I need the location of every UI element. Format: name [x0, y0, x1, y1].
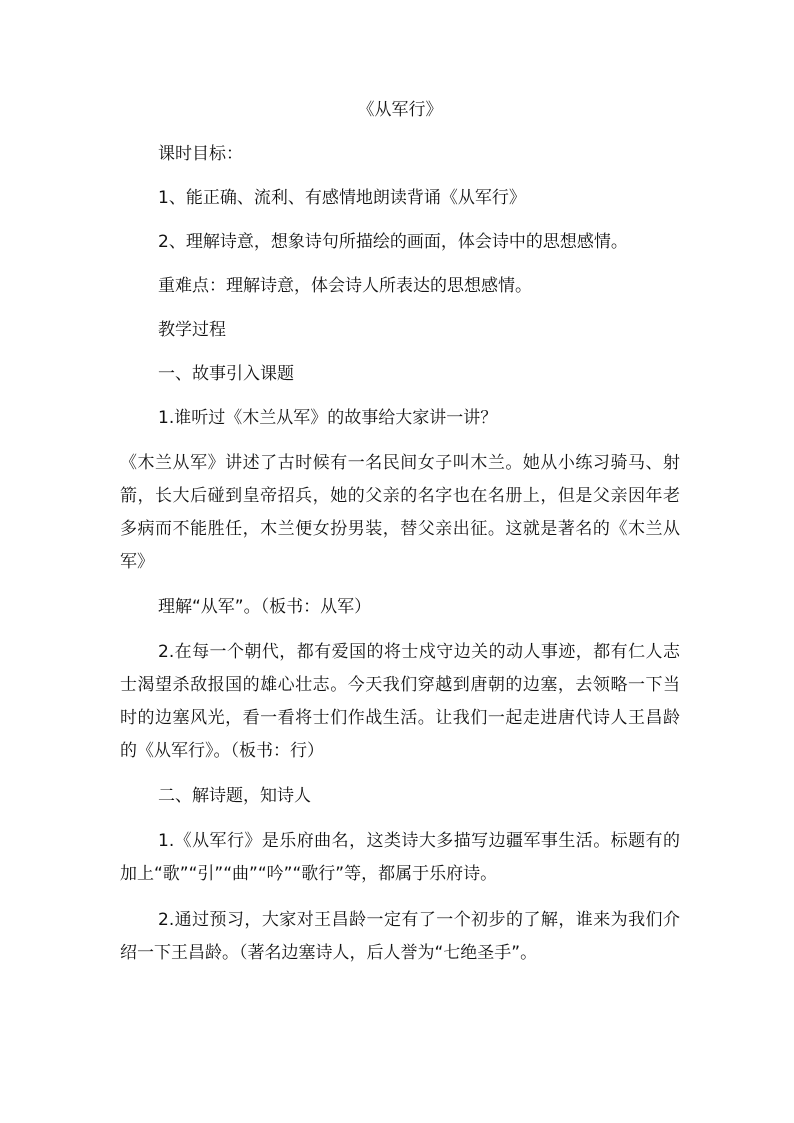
section-1-heading: 一、故事引入课题 — [158, 364, 294, 384]
key-points: 重难点：理解诗意，体会诗人所表达的思想感情。 — [158, 276, 532, 296]
story-paragraph: 《木兰从军》讲述了古时候有一名民间女子叫木兰。她从小练习骑马、射箭，长大后碰到皇帝招兵，她的父亲的名字也在名册上，但是父亲因年老多病而不能胜任，木兰便女扮男装，替父亲出征。这就是著名的《木兰从军》 — [120, 453, 680, 572]
process-heading: 教学过程 — [158, 320, 226, 340]
understand-line: 理解“从军”。（板书：从军） — [158, 597, 372, 617]
step-1-2: 2.在每一个朝代，都有爱国的将士戍守边关的动人事迹，都有仁人志士渴望杀敌报国的雄心壮志。今天我们穿越到唐朝的边塞，去领略一下当时的边塞风光，看一看将士们作战生活。让我们一起走进唐代诗人王昌龄的《从军行》。（板书：行） — [120, 642, 680, 761]
objective-2: 2、理解诗意，想象诗句所描绘的画面，体会诗中的思想感情。 — [158, 232, 628, 252]
document-body — [120, 95, 680, 983]
objectives-heading: 课时目标： — [158, 144, 243, 164]
objective-1: 1、能正确、流利、有感情地朗读背诵《从军行》 — [158, 188, 526, 208]
document-title: 《从军行》 — [357, 100, 443, 120]
step-2-2: 2.通过预习，大家对王昌龄一定有了一个初步的了解，谁来为我们介绍一下王昌龄。（著名边塞诗人，后人誉为“七绝圣手”。 — [120, 910, 680, 963]
step-1-1: 1.谁听过《木兰从军》的故事给大家讲一讲？ — [158, 408, 498, 428]
step-2-1: 1.《从军行》是乐府曲名，这类诗大多描写边疆军事生活。标题有的加上“歌”“引”“曲”“吟”“歌行”等，都属于乐府诗。 — [120, 831, 680, 884]
section-2-heading: 二、解诗题，知诗人 — [158, 786, 311, 806]
